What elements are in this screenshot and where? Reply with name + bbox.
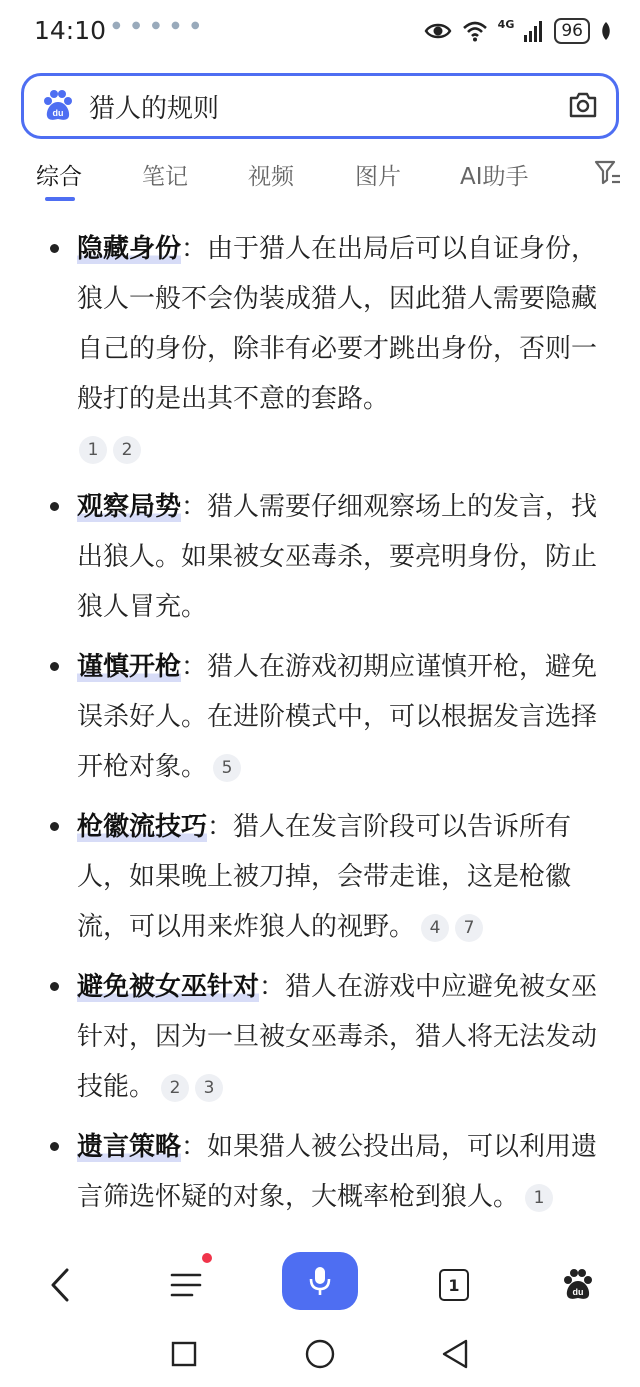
wifi-icon xyxy=(462,20,488,42)
active-tab-indicator xyxy=(45,197,75,201)
search-tabs xyxy=(0,150,640,198)
home-icon[interactable] xyxy=(304,1338,336,1370)
tab-video[interactable]: 视频 xyxy=(248,164,294,190)
bullet-icon xyxy=(50,822,59,831)
item-separator: ： xyxy=(207,812,234,842)
camera-icon[interactable] xyxy=(568,91,598,119)
list-item xyxy=(77,224,601,474)
bullet-icon xyxy=(50,244,59,253)
status-bar xyxy=(0,0,640,64)
citation-badge[interactable]: 2 xyxy=(113,436,141,464)
search-box[interactable] xyxy=(21,73,619,139)
recent-apps-icon[interactable] xyxy=(171,1341,197,1367)
item-text: 由于猎人在出局后可以自证身份，狼人一般不会伪装成猎人，因此猎人需要隐藏自己的身份，除非有必要才跳出身份，否则一般打的是出其不意的套路。 xyxy=(77,234,598,414)
item-term: 遗言策略 xyxy=(77,1132,182,1162)
item-text: 猎人需要仔细观察场上的发言，找出狼人。如果被女巫毒杀，要亮明身份，防止狼人冒充。 xyxy=(77,492,598,622)
battery-indicator: 96 xyxy=(554,18,590,44)
system-nav-bar xyxy=(0,1326,640,1387)
item-text: 猎人在游戏初期应谨慎开枪，避免误杀好人。在进阶模式中，可以根据发言选择开枪对象。 xyxy=(77,652,598,782)
baidu-logo-icon xyxy=(41,89,75,123)
item-separator: ： xyxy=(181,652,208,682)
tab-images[interactable]: 图片 xyxy=(355,164,401,190)
status-time: 14:10 xyxy=(34,16,107,45)
tab-all[interactable]: 综合 xyxy=(36,164,82,190)
citation-badge[interactable]: 7 xyxy=(455,914,483,942)
list-item xyxy=(77,1122,601,1222)
item-separator: ： xyxy=(259,972,286,1002)
item-text: 猎人在游戏中应避免被女巫针对，因为一旦被女巫毒杀，猎人将无法发动技能。 xyxy=(77,972,598,1102)
network-type: 4G xyxy=(497,17,515,31)
citation-badge[interactable]: 2 xyxy=(161,1074,189,1102)
bullet-icon xyxy=(50,662,59,671)
signal-icon xyxy=(524,20,544,42)
item-separator: ： xyxy=(181,1132,208,1162)
bullet-icon xyxy=(50,502,59,511)
nav-back-icon[interactable] xyxy=(440,1338,470,1370)
menu-icon xyxy=(170,1272,202,1298)
bullet-icon xyxy=(50,982,59,991)
back-arrow-icon xyxy=(49,1268,71,1302)
item-term: 避免被女巫针对 xyxy=(77,972,260,1002)
filter-icon[interactable] xyxy=(594,158,622,186)
citation-badge[interactable]: 1 xyxy=(79,436,107,464)
list-item xyxy=(77,962,601,1112)
tab-notes[interactable]: 笔记 xyxy=(142,164,188,190)
citation-badge[interactable]: 4 xyxy=(421,914,449,942)
item-separator: ： xyxy=(181,492,208,522)
citation-badge[interactable]: 1 xyxy=(525,1184,553,1212)
tab-count: 1 xyxy=(439,1269,469,1301)
bullet-icon xyxy=(50,1142,59,1151)
item-text: 如果猎人被公投出局，可以利用遗言筛选怀疑的对象，大概率枪到狼人。 xyxy=(77,1132,598,1212)
baidu-home-button[interactable] xyxy=(548,1244,608,1326)
answer-content xyxy=(0,204,640,1244)
voice-search-button[interactable] xyxy=(282,1252,358,1310)
baidu-logo-text: du xyxy=(52,108,64,118)
item-text: 猎人在发言阶段可以告诉所有人，如果晚上被刀掉，会带走谁，这是枪徽流，可以用来炸狼人的视野。 xyxy=(77,812,572,942)
notification-dots: ●●●●● xyxy=(112,20,211,31)
citation-badge[interactable]: 5 xyxy=(213,754,241,782)
search-query-text[interactable]: 猎人的规则 xyxy=(89,93,220,124)
list-item xyxy=(77,482,601,632)
paw-logo-text: du xyxy=(572,1287,584,1297)
tabs-button[interactable] xyxy=(424,1244,484,1326)
citation-badge[interactable]: 3 xyxy=(195,1074,223,1102)
eye-icon xyxy=(424,21,452,41)
list-item xyxy=(77,642,601,792)
back-button[interactable] xyxy=(30,1244,90,1326)
microphone-icon xyxy=(308,1265,332,1297)
notification-dot xyxy=(202,1253,212,1263)
status-icons xyxy=(424,14,612,48)
item-term: 隐藏身份 xyxy=(77,234,182,264)
item-term: 谨慎开枪 xyxy=(77,652,182,682)
item-term: 观察局势 xyxy=(77,492,182,522)
tab-ai-assistant[interactable]: AI助手 xyxy=(460,164,529,190)
list-item xyxy=(77,802,601,952)
item-term: 枪徽流技巧 xyxy=(77,812,208,842)
leaf-icon xyxy=(600,21,612,41)
baidu-paw-icon xyxy=(561,1268,595,1302)
item-separator: ： xyxy=(181,234,208,264)
